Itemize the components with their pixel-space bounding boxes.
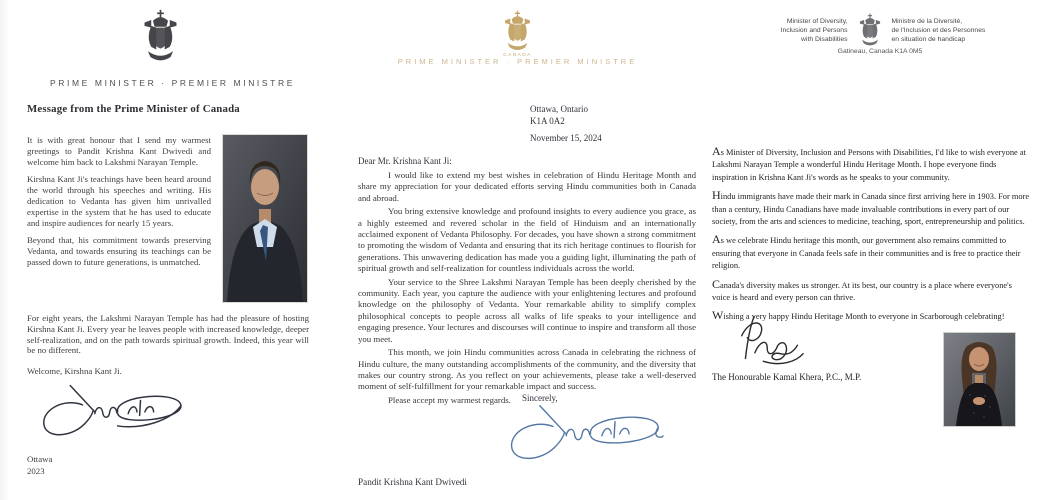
letter-date: November 15, 2024 [530,133,602,143]
paragraph: Wishing a very happy Hindu Heritage Month to everyone in Scarborough celebrating! [712,308,1005,323]
portrait-woman-smiling [944,333,1015,426]
closing-line: Welcome, Kirshna Kant Ji. [27,366,122,377]
coat-of-arms-icon [142,7,179,65]
minister-title-english: Minister of Diversity, Inclusion and Persons with Disabilities [780,18,848,43]
gold-crest-block [350,10,685,58]
letter-title: Message from the Prime Minister of Canada [27,103,240,115]
crest-caption: CANADA [503,53,532,58]
salutation: Dear Mr. Krishna Kant Ji: [358,156,452,166]
portrait-man-in-suit [223,135,307,302]
address-block [530,103,588,127]
paragraph: Canada's diversity makes us stronger. At its best, our country is a place where everyone's voice is heard and every person can thrive. [712,276,1012,303]
signatory-name: Pandit Krishna Kant Dwivedi [358,477,467,487]
minister-letterhead [700,13,1049,47]
paragraph: You bring extensive knowledge and profound insights to every audience you grace, as a highly esteemed and revered scholar in the field of Hinduism and an internationally acclaimed exponent of Vedanta Philosophy. For decades, you have shown a strong commitment to promoting the wisdom of Vedanta and ensuring that its rich heritage continues to flourish for generations. This unwavering dedication has made you a guiding light, illuminating the path of spiritual growth and self-realization for countless individuals across the world. [358,206,696,274]
paragraph: Your service to the Shree Lakshmi Narayan Temple has been deeply cherished by the community. Each year, you capture the audience with your enlightening lectures and profound knowledge on the philosophy of Vedanta. Your remarkable ability to simplify complex philosophical concepts to people across all walks of life speaks to your intelligence and engaging presence. Your lectures and discourses will continue to inspire and transform all those you meet. [358,276,696,344]
paragraph: I would like to extend my best wishes in celebration of Hindu Heritage Month and share my appreciation for your dedicated efforts serving Hindu communities both in Canada and abroad. [358,170,696,203]
pm-signature [29,382,194,440]
minister-photo [944,333,1015,426]
paragraph: It is with great honour that I send my warmest greetings to Pandit Krishna Kant Dwivedi and welcome him back to Lakshmi Narayan Temple. [27,135,211,167]
prime-minister-photo [223,135,307,302]
valediction: Sincerely, [522,393,558,403]
pm-letterhead-wordmark-gold: PRIME MINISTER · PREMIER MINISTRE [397,57,638,66]
paragraph: Beyond that, his commitment towards preserving Vedanta, and towards ensuring its teachings can be passed down to future generations, is unmatched. [27,235,211,267]
paragraph: This month, we join Hindu communities across Canada in celebrating the richness of Hindu culture, the many outstanding accomplishments of the community, and the diversity that makes our country strong. As you reflect on your achievements, please take a well-deserved moment of self-fulfillment for your remarkable impact and success. [358,347,696,392]
letter-body [358,170,696,408]
signatory-name: The Honourable Kamal Khera, P.C., M.P. [712,372,862,382]
place-and-year [27,453,309,478]
letter-body [712,145,1032,329]
year: 2023 [27,466,45,477]
pm-letterhead-wordmark: PRIME MINISTER · PREMIER MINISTRE [50,78,295,88]
letter-minister [700,0,1049,500]
paragraph: For eight years, the Lakshmi Narayan Temple has had the pleasure of hosting Kirshna Kant Ji. Every year he leaves people with increased knowledge, deeper self-realization, and on the path towards spiritual growth. Indeed, this year will be no different. [27,313,309,356]
address-postal: K1A 0A2 [530,116,565,126]
letter-body [27,135,309,478]
letter-pm-2024 [350,0,700,500]
coat-of-arms-gold-icon [503,10,532,52]
paragraph: As Minister of Diversity, Inclusion and Persons with Disabilities, I'd like to wish everyone at Lakshmi Narayan Temple a wonderful Hindu Heritage Month. I hope everyone finds inspiration in Krishna Kant Ji's words as he speaks to your community. [712,144,1026,182]
minister-signature [733,314,825,366]
paragraph: As we celebrate Hindu heritage this month, our government also remains committed to ensuring that everyone in Canada feels safe in their communities and is free to practice their religion. [712,232,1021,271]
place: Ottawa [27,453,53,464]
office-address: Gatineau, Canada K1A 0M5 [837,48,923,55]
minister-title-french: Ministre de la Diversité, de l'Inclusion et des Personnes en situation de handicap [891,18,986,43]
paragraph: Please accept my warmest regards. [388,394,511,405]
coat-of-arms-small-icon [857,13,883,47]
paragraph: Kirshna Kant Ji's teachings have been heard around the world through his speeches and writing. His dedication to Vedanta has given him unrivalled expertise in the system that he has used to educate and inspire audiences for nearly 15 years. [27,174,211,228]
letter-pm-message [0,0,350,500]
signature-blue-ink [493,402,675,464]
paragraph: Hindu immigrants have made their mark in Canada since first arriving here in 1903. For more than a century, Hindu Canadians have made invaluable contributions in every part of our society, from the arts and sciences to medicine, teaching, sport, entrepreneurship and politics. [712,188,1030,227]
address-city: Ottawa, Ontario [530,104,588,114]
